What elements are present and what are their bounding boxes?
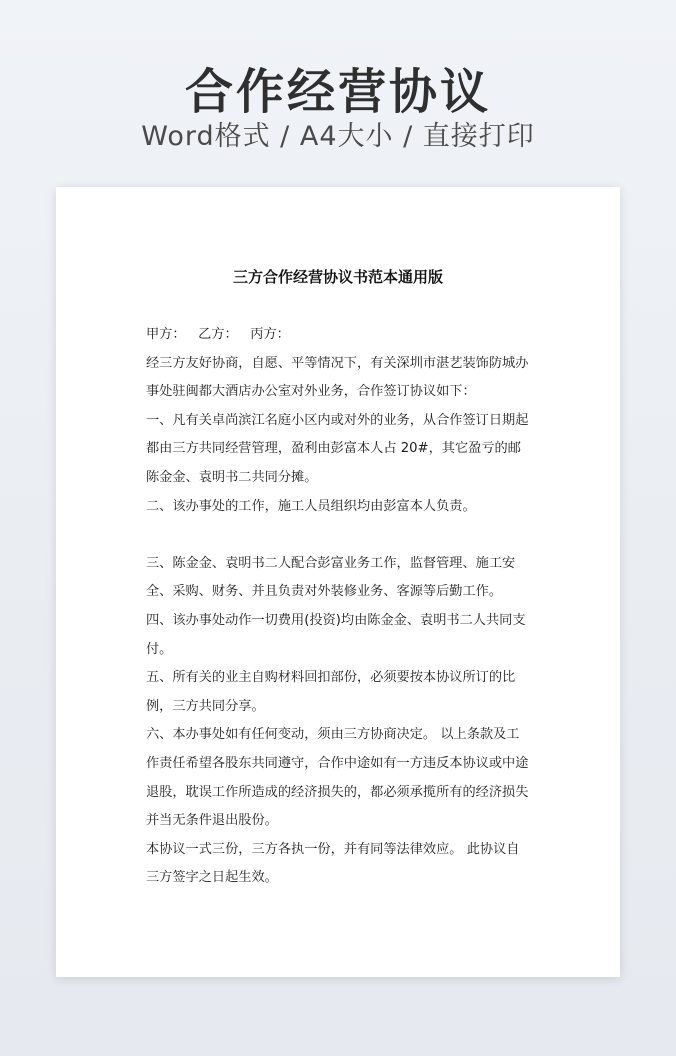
clause-3: 三、陈金金、袁明书二人配合彭富业务工作，监督管理、施工安全、采购、财务、并且负责对外装修业务、客源等后勤工作。 xyxy=(146,555,516,600)
blank-line xyxy=(146,521,531,550)
parties-line: 甲方： 乙方： 丙方： xyxy=(146,327,290,342)
closing-paragraph: 本协议一式三份，三方各执一份，并有同等法律效应。 此协议自三方签字之日起生效。 xyxy=(146,841,520,886)
document-body xyxy=(146,321,531,893)
document-page xyxy=(56,187,620,977)
clause-6: 六、本办事处如有任何变动，须由三方协商决定。 以上条款及工作责任希望各股东共同遵守，合作中途如有一方违反本协议或中途退股，耽误工作所造成的经济损失的，都必须承揽所有的经济损失并当无条件退出股份。 xyxy=(146,727,529,829)
page-subtitle: Word格式 / A4大小 / 直接打印 xyxy=(141,121,535,152)
clause-1: 一、凡有关卓尚滨江名庭小区内或对外的业务，从合作签订日期起都由三方共同经营管理，盈利由彭富本人占 20#，其它盈亏的邮陈金金、袁明书二共同分摊。 xyxy=(146,412,529,485)
clause-2: 二、该办事处的工作，施工人员组织均由彭富本人负责。 xyxy=(146,498,476,514)
page-title: 合作经营协议 xyxy=(184,64,491,120)
clause-5: 五、所有关的业主自购材料回扣部份，必须要按本协议所订的比例，三方共同分享。 xyxy=(146,670,516,714)
clause-4: 四、该办事处动作一切费用(投资)均由陈金金、袁明书二人共同支付。 xyxy=(146,612,526,657)
paragraph-intro: 经三方友好协商，自愿、平等情况下，有关深圳市湛艺装饰防城办事处驻闽都大酒店办公室对外业务，合作签订协议如下： xyxy=(146,355,529,400)
document-title: 三方合作经营协议书范本通用版 xyxy=(232,268,443,286)
